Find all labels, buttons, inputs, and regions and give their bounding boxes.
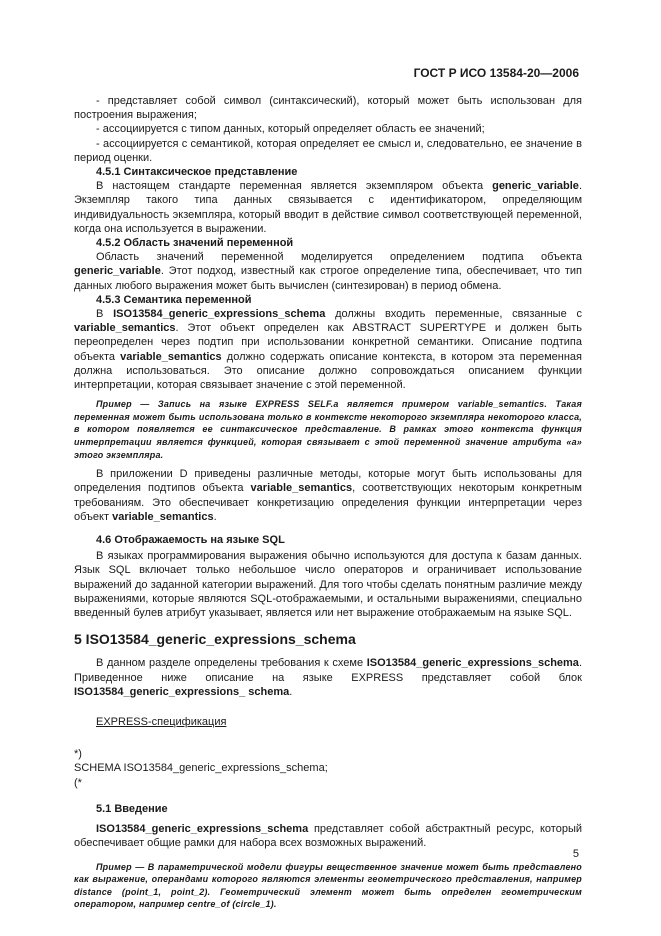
term-variable-semantics: variable_semantics [120, 350, 222, 363]
section-4-6-heading: 4.6 Отображаемость на языке SQL [96, 534, 285, 547]
text-run: В [96, 308, 114, 321]
code-line-1: *) [74, 748, 82, 761]
spec-label-text: EXPRESS-спецификация [96, 716, 227, 729]
intro-item-1: - представляет собой символ (синтаксический), который может быть использован для построения выражения; [74, 95, 582, 122]
code-line-3: (* [74, 776, 82, 789]
text-run: . [213, 510, 217, 523]
page-header: ГОСТ Р ИСО 13584-20—2006 [413, 66, 579, 80]
text-run: . Этот подход, известный как строгое определение типа, обеспечивает, что тип данных любого выражения может быть вычислен (синтезирован) в период обмена. [74, 265, 582, 292]
example-note-2: Пример — В параметрической модели фигуры вещественное значение может быть представлено как выражение, операндами которого являются элементы геометрического представления, например distance (point_1, point_2). Геометрический элемент может быть определен геометрическим оператором, например centre_of (circle_1). [74, 861, 582, 910]
text-run: должно содержать описание контекста, в котором эта переменная должна использоваться. Это описание должно сопровождаться описанием функции интерпретации, которая связывает значение с этой переменной. [74, 350, 582, 392]
code-line-2: SCHEMA ISO13584_generic_expressions_schema; [74, 762, 328, 775]
section-4-5-2-paragraph [74, 250, 582, 293]
text-run: В приложении D приведены различные методы, которые могут быть использованы для определения подтипов объекта [74, 468, 582, 495]
text-run: . Приведенное ниже описание на языке EXPRESS представляет собой блок [74, 657, 582, 684]
section-4-5-3-paragraph-2 [74, 467, 582, 524]
express-spec-label [74, 715, 582, 729]
section-5-paragraph [74, 656, 582, 699]
page-content [74, 94, 582, 911]
section-4-5-2-heading: 4.5.2 Область значений переменной [96, 237, 294, 250]
text-run: Область значений переменной моделируется определением подтипа объекта [96, 251, 582, 264]
intro-item-2: - ассоциируется с типом данных, который определяет область ее значений; [96, 123, 485, 136]
text-run: , соответствующих некоторым конкретным требованиям. Это обеспечивает конкретизацию определения функции интерпретации через объект [74, 482, 582, 523]
section-4-5-1-heading: 4.5.1 Синтаксическое представление [96, 166, 298, 179]
example-note-1: Пример — Запись на языке EXPRESS SELF.a является примером variable_semantics. Такая переменная может быть использована только в контексте некоторого экземпляра некоторого класса, в котором появляется ее синтаксическое представление. В рамках этого контекста функция интерпретации является функцией, которая связывает с этой переменной значение атрибута «а» этого экземпляра. [74, 399, 582, 460]
section-4-5-1-paragraph [74, 179, 582, 236]
text-run: . Этот объект определен как ABSTRACT SUPERTYPE и должен быть переопределен через подтип при использовании конкретной семантики. Описание подтипа объекта [74, 322, 582, 363]
term-schema: ISO13584_generic_expressions_schema [113, 308, 326, 321]
term-generic-variable: generic_variable [492, 180, 579, 193]
text-run: представляет собой абстрактный ресурс, который обеспечивает общие рамки для набора всех возможных выражений. [74, 823, 582, 850]
term-schema: ISO13584_generic_expressions_schema [96, 823, 309, 836]
term-variable-semantics: variable_semantics [74, 322, 176, 335]
text-run: . [289, 685, 293, 698]
text-run: В настоящем стандарте переменная является экземпляром объекта [96, 180, 493, 193]
term-variable-semantics: variable_semantics [250, 482, 353, 495]
section-5-1-paragraph [74, 822, 582, 850]
section-4-5-3-paragraph [74, 307, 582, 392]
term-schema: ISO13584_generic_expressions_schema [366, 657, 579, 670]
section-4-5-3-heading: 4.5.3 Семантика переменной [96, 293, 252, 306]
text-run: . Экземпляр такого типа данных связывается с идентификатором, определяющим индивидуальность экземпляра, который вводит в действие символ соответствующей переменной, когда она используется в выражении. [74, 180, 582, 235]
text-run: должны входить переменные, связанные с [325, 308, 582, 321]
text-run: В данном разделе определены требования к схеме [96, 657, 367, 670]
section-5-1-heading: 5.1 Введение [96, 802, 168, 815]
term-generic-variable: generic_variable [74, 265, 161, 278]
section-4-6-paragraph: В языках программирования выражения обычно используются для доступа к базам данных. Язык SQL включает только небольшое число операторов и ограничивает использование выражений до заданной категории выражений. Для того чтобы сделать понятным различие между выражениями, которые являются SQL-отображаемыми, и остальными выражениями, специально введенный булев атрибут указывает, является или нет выражение отображаемым на языке SQL. [74, 550, 582, 620]
page-number: 5 [572, 848, 579, 860]
term-schema: ISO13584_generic_expressions_ schema [74, 685, 290, 698]
section-5-heading: 5 ISO13584_generic_expressions_schema [74, 631, 356, 648]
term-variable-semantics: variable_semantics [112, 510, 214, 523]
intro-item-3: - ассоциируется с семантикой, которая определяет ее смысл и, следовательно, ее значение в период оценки. [74, 137, 582, 164]
